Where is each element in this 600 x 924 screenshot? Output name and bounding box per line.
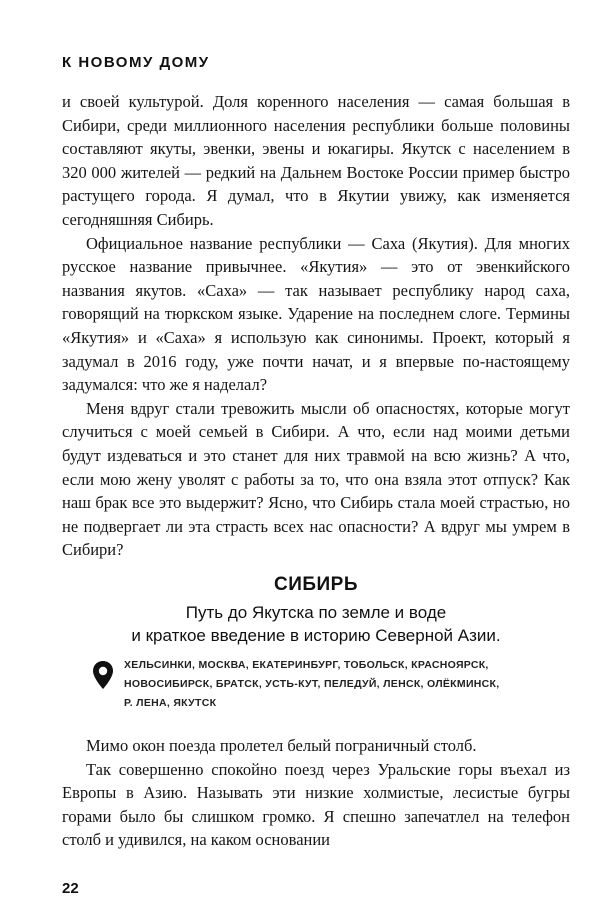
page-number: 22 xyxy=(62,880,79,897)
section-text xyxy=(62,734,570,852)
section-title: СИБИРЬ xyxy=(273,574,359,595)
section-subtitle xyxy=(62,601,570,647)
paragraph: Меня вдруг стали тревожить мысли об опасностях, которые могут случиться с моей семьей в Сибири. А что, если над моими детьми будут издеваться и это станет для них травмой на всю жизнь? А что, если мою жену уволят с работы за то, что она взяла этот отпуск? Как наш брак все это выдержит? Ясно, что Сибирь стала моей страстью, но не подвергает ли эта страсть всех нас опасности? А вдруг мы умрем в Сибири? xyxy=(62,398,570,560)
paragraph: Так совершенно спокойно поезд через Уральские горы въехал из Европы в Азию. Называть эти низкие холмистые, лесистые бугры горами было бы слишком громко. Я спешно запечатлел на телефон столб и удивился, на каком основании xyxy=(62,759,570,850)
route-line: ХЕЛЬСИНКИ, МОСКВА, ЕКАТЕРИНБУРГ, ТОБОЛЬСК, КРАСНОЯРСК, xyxy=(124,659,489,671)
paragraph: Мимо окон поезда пролетел белый пограничный столб. xyxy=(86,736,477,755)
subtitle-line: и краткое введение в историю Северной Азии. xyxy=(131,626,501,645)
subtitle-line: Путь до Якутска по земле и воде xyxy=(185,603,447,622)
route-list xyxy=(92,656,572,713)
route-line: НОВОСИБИРСК, БРАТСК, УСТЬ-КУТ, ПЕЛЕДУЙ, ЛЕНСК, ОЛЁКМИНСК, xyxy=(124,678,500,690)
route-cities xyxy=(124,656,499,713)
chapter-text xyxy=(62,90,570,562)
paragraph: Официальное название республики — Саха (Якутия). Для многих русское название привычнее. «Якутия» — это от эвенкийского названия якутов. «Саха» — так называет республику народ саха, говорящий на тюркском языке. Ударение на последнем слоге. Термины «Якутия» и «Саха» я использую как синонимы. Проект, который я задумал в 2016 году, уже почти начат, и я впервые по-настоящему задумался: что же я наделал? xyxy=(62,233,570,395)
paragraph: и своей культурой. Доля коренного населения — самая большая в Сибири, среди миллионного населения республики больше половины составляют якуты, эвенки, эвены и юкагиры. Якутск с населением в 320 000 жителей — редкий на Дальнем Востоке России пример быстро растущего города. Я думал, что в Якутии увижу, как изменяется сегодняшняя Сибирь. xyxy=(62,92,570,229)
location-pin-icon xyxy=(92,660,114,690)
running-title: К НОВОМУ ДОМУ xyxy=(62,54,210,71)
route-line: Р. ЛЕНА, ЯКУТСК xyxy=(124,697,217,709)
